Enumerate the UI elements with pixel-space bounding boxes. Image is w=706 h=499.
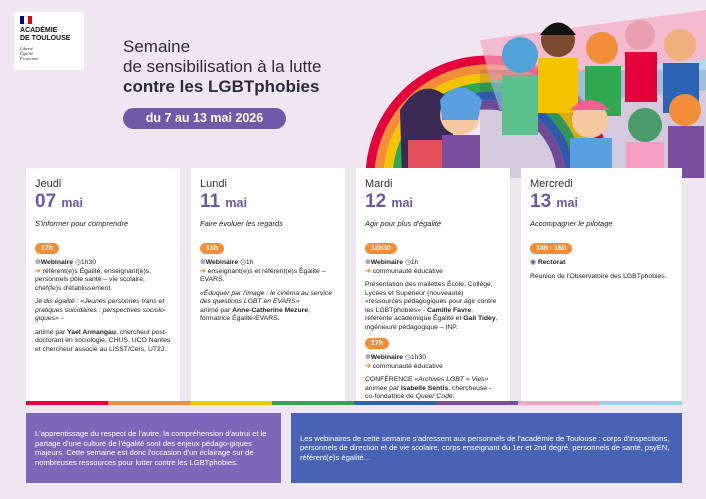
footer-right-box bbox=[291, 413, 682, 483]
day-subtitle: Agir pour plus d'égalité bbox=[365, 219, 442, 228]
webinar-line: ⊕Webinaire ◷1h bbox=[365, 259, 419, 266]
clock-icon: ◷ bbox=[404, 259, 411, 266]
audience-line-2: ➔ communauté éducative bbox=[365, 362, 443, 370]
logo-motto-3: Fraternité bbox=[20, 56, 39, 61]
time-badge: 14h - 16h bbox=[530, 243, 572, 254]
webinar-line: ⊕Webinaire ◷1h bbox=[200, 259, 254, 266]
weekday: Jeudi bbox=[35, 178, 62, 190]
audience-line: ➔ référent(e)s Égalité, enseignant(e)s, personnels pôle santé – vie scolaire, chef(fe)s d'établissement bbox=[35, 267, 152, 292]
footer-left-box bbox=[26, 413, 281, 483]
arrow-icon: ➔ bbox=[200, 267, 206, 275]
webinar-icon: ⊕ bbox=[365, 259, 371, 266]
arrow-icon: ➔ bbox=[365, 362, 371, 370]
academie-logo bbox=[14, 12, 84, 70]
event-description: Réunion de l'Observatoire des LGBTphobies. bbox=[530, 272, 667, 280]
french-flag-icon bbox=[20, 16, 32, 24]
day-number: 12 mai bbox=[365, 191, 413, 212]
audience-line: ➔ enseignant(e)s et référent(e)s Égalité – EVARS. bbox=[200, 267, 326, 283]
weekday: Mardi bbox=[365, 178, 393, 190]
webinar-icon: ⊕ bbox=[200, 259, 206, 266]
day-card-mercredi bbox=[521, 168, 682, 401]
day-number: 11 mai bbox=[200, 191, 247, 212]
location-pin-icon: ◉ bbox=[530, 259, 536, 266]
day-number: 13 mai bbox=[530, 191, 578, 212]
day-number: 07 mai bbox=[35, 191, 83, 212]
day-subtitle: Accompagner le pilotage bbox=[530, 219, 613, 228]
logo-motto-2: Égalité bbox=[20, 51, 33, 56]
logo-name-line2: DE TOULOUSE bbox=[20, 35, 71, 42]
time-badge-2: 17h bbox=[365, 338, 389, 349]
webinar-line: ⊕Webinaire ◷1h30 bbox=[35, 259, 97, 266]
webinar-line-2: ⊕Webinaire ◷1h30 bbox=[365, 354, 427, 361]
day-card-lundi bbox=[191, 168, 345, 401]
logo-motto-1: Liberté bbox=[20, 46, 33, 51]
day-card-jeudi bbox=[26, 168, 180, 401]
footer-left-text: L'apprentissage du respect de l'autre, la compréhension d'autrui et le partage d'une culture de l'égalité sont des enjeux pédago-giques majeurs. Cette semaine est donc l'occasion d'un éclairage sur de nombreuses ressources pour lutter contre les LGBTphobies. bbox=[35, 429, 267, 467]
rainbow-stripe bbox=[26, 401, 682, 405]
webinar-icon: ⊕ bbox=[365, 354, 371, 361]
talk-description: Présentation des mallettes École, Collège, Lycées et Supérieur (nouveauté) «ressources pédagogiques pour agir contre les LGBTphobies» - Camille Favre, référente académique Égalité et Gail Tidey, ingénieure pédagogique – INP. bbox=[365, 281, 498, 331]
clock-icon: ◷ bbox=[74, 259, 81, 266]
title-line1: Semaine bbox=[123, 37, 191, 56]
speaker-line: animé par Yael Armangau, chercheur post-doctorant en sociologie, CHUS, UCO Nantes et chercheur associé au LISST/Cers, UT2J. bbox=[35, 328, 171, 353]
audience-line: ➔ communauté éducative bbox=[365, 267, 443, 275]
talk-title: «Éduquer par l'image : le cinéma au service des questions LGBT en EVARS» bbox=[200, 289, 333, 305]
time-badge: 12h30 bbox=[365, 243, 397, 254]
time-badge: 17h bbox=[35, 243, 59, 254]
logo-name-line1: ACADÉMIE bbox=[20, 27, 58, 34]
date-range-badge: du 7 au 13 mai 2026 bbox=[123, 108, 286, 129]
clock-icon: ◷ bbox=[239, 259, 246, 266]
weekday: Lundi bbox=[200, 178, 227, 190]
location-line: ◉ Rectorat bbox=[530, 259, 566, 266]
time-badge: 13h bbox=[200, 243, 224, 254]
day-card-mardi bbox=[356, 168, 510, 401]
webinar-icon: ⊕ bbox=[35, 259, 41, 266]
title-line3: contre les LGBTphobies bbox=[123, 77, 320, 96]
day-subtitle: S'informer pour comprendre bbox=[35, 219, 129, 228]
page-title bbox=[123, 37, 321, 97]
talk-title: Je dis égalité : «Jeunes personnes trans et pratiques suicidaires : perspectives sociolo-giques» - bbox=[35, 298, 167, 322]
footer-right-text: Les webinaires de cette semaine s'adressent aux personnels de l'académie de Toulouse : corps d'inspections, personnels de direction et de vie scolaire, corps enseignant du 1er et 2nd degré, personnels de santé, psyEN, référent(e)s égalité... bbox=[300, 433, 670, 462]
arrow-icon: ➔ bbox=[35, 267, 41, 275]
title-line2: de sensibilisation à la lutte bbox=[123, 57, 322, 76]
arrow-icon: ➔ bbox=[365, 267, 371, 275]
weekday: Mercredi bbox=[530, 178, 573, 190]
day-subtitle: Faire évoluer les regards bbox=[200, 219, 283, 228]
conference-line: CONFÉRENCE «Archives LGBT « Vies» animée par Isabelle Sentis, chercheuse - co-fondatrice de Queer Code. bbox=[365, 376, 492, 400]
speaker-line: animé par Anne-Catherine Mezure, formatrice Égalité-EVARS. bbox=[200, 306, 310, 322]
rainbow-people-illustration bbox=[330, 0, 706, 178]
clock-icon: ◷ bbox=[404, 354, 411, 361]
